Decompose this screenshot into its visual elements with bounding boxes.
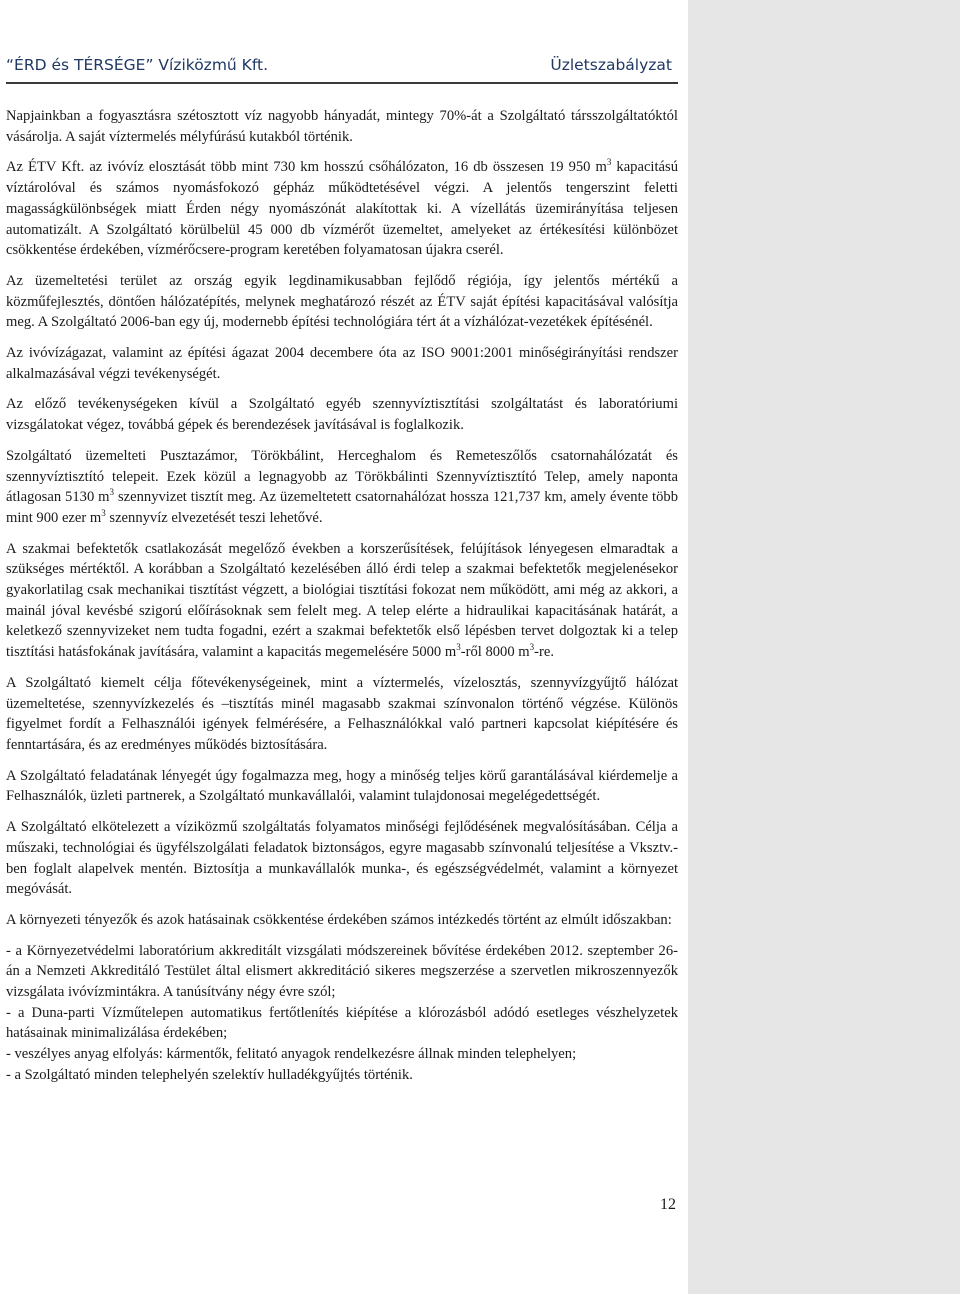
paragraph-operating-area: Az üzemeltetési terület az ország egyik legdinamikusabban fejlődő régiója, így jelentős mértékű a közműfejlesztés, döntően hálózatépítés, melynek meghatározó részét az ÉTV saját építési kapacitásával valósítja meg. A Szolgáltató 2006-ban egy új, modernebb építési technológiára tért át a vízhálózat-vezetékek építésénél.	[6, 272, 678, 331]
document-body	[6, 106, 678, 1086]
list-item: - a Duna-parti Vízműtelepen automatikus fertőtlenítés kiépítése a klórozásból adódó esetleges vészhelyzetek hatásainak minimalizálása érdekében;	[6, 1004, 678, 1042]
paragraph-text: szennyvizet tisztít meg. Az üzemeltetett csatornahálózat hossza 121,737 km, amely évente több mint 900 ezer m	[6, 489, 678, 526]
paragraph-text: Az ÉTV Kft. az ivóvíz elosztását több mint 730 km hosszú csőhálózaton, 16 db összesen 19 950 m	[6, 159, 607, 176]
paragraph-commitment: A Szolgáltató elkötelezett a víziközmű szolgáltatás folyamatos minőségi fejlődésének megvalósításában. Célja a műszaki, technológiai és ügyfélszolgálati feladatok biztonságos, egyre magasabb színvonalú teljesítése a Vksztv.-ben foglalt alapelvek mentén. Biztosítja a munkavállalók munka-, és egészségvédelmét, valamint a környezet megóvását.	[6, 819, 678, 898]
superscript: 3	[101, 508, 106, 519]
list-item: - a Környezetvédelmi laboratórium akkreditált vizsgálati módszereinek bővítése érdekében 2012. szeptember 26-án a Nemzeti Akkreditáló Testület által elismert akkreditáció sikeres megszerzése a szervetlen mikroszennyezők vizsgálata ivóvízmintákra. A tanúsítvány négy évre szól;	[6, 942, 678, 1001]
paragraph-mission: A Szolgáltató feladatának lényegét úgy fogalmazza meg, hogy a minőség teljes körű garantálásával kiérdemelje a Felhasználók, üzleti partnerek, a Szolgáltató munkavállalói, valamint tulajdonosai megelégedettségét.	[6, 767, 678, 805]
right-margin-panel	[688, 0, 960, 1294]
superscript: 3	[529, 642, 535, 653]
paragraph-water-network	[6, 157, 678, 261]
paragraph-text: A szakmai befektetők csatlakozását megelőző években a korszerűsítések, felújítások lényegesen elmaradtak a szükséges mértéktől. A korábban a Szolgáltató kezelésében álló érdi telep a szakmai befektetők megjelenésekor gyakorlatilag csak mechanikai tisztítást végzett, a biológiai tisztítási fokozat nem működött, ami még az akkori, a mainál jóval kevésbé szigorú előírásoknak sem felelt meg. A telep elérte a hidraulikai kapacitásának határát, a keletkező szennyvizeket nem tudta fogadni, ezért a szakmai befektetők első lépésben tervet dolgoztak ki a telep tisztítási hatásfokának javítására, valamint a kapacitás megemelésére 5000 m	[6, 540, 678, 661]
paragraph-intro: Napjainkban a fogyasztásra szétosztott víz nagyobb hányadát, mintegy 70%-át a Szolgáltató társszolgáltatóktól vásárolja. A saját víztermelés mélyfúrású kutakból történik.	[6, 108, 678, 145]
page-header	[6, 56, 678, 84]
paragraph-text: -re.	[534, 644, 554, 661]
list-item: - a Szolgáltató minden telephelyén szelektív hulladékgyűjtés történik.	[6, 1066, 413, 1083]
paragraph-text: Szolgáltató üzemelteti Pusztazámor, Törökbálint, Herceghalom és Remeteszőlős csatornahálózatát és szennyvíztisztító telepeit. Ezek közül a legnagyobb az Törökbálinti Szennyvíztisztító Telep, amely naponta átlagosan 5130 m	[6, 447, 678, 506]
paragraph-iso: Az ivóvízágazat, valamint az építési ágazat 2004 decembere óta az ISO 9001:2001 minőségirányítási rendszer alkalmazásával végzi tevékenységét.	[6, 345, 678, 382]
superscript: 3	[456, 642, 461, 653]
header-document-title: Üzletszabályzat	[550, 56, 672, 74]
header-company-name: “ÉRD és TÉRSÉGE” Víziközmű Kft.	[6, 56, 269, 74]
paragraph-environment: A környezeti tényezők és azok hatásainak csökkentése érdekében számos intézkedés történt az elmúlt időszakban:	[6, 911, 672, 928]
paragraph-main-goal: A Szolgáltató kiemelt célja főtevékenységeinek, mint a víztermelés, vízelosztás, szennyvízgyűjtő hálózat üzemeltetése, szennyvízkezelés és –tisztítás minél magasabb szakmai színvonalon történő végzése. Különös figyelmet fordít a Felhasználói igények felmérésére, a Felhasználókkal való partneri kapcsolat kiépítésére és fenntartására, és az eredményes működés biztosítására.	[6, 674, 678, 753]
paragraph-text: szennyvíz elvezetését teszi lehetővé.	[105, 509, 323, 526]
paragraph-sewage-network	[6, 446, 678, 529]
paragraph-modernization	[6, 539, 678, 663]
paragraph-text: -ről 8000 m	[460, 644, 530, 661]
paragraph-text: kapacitású víztárolóval és számos nyomásfokozó gépház működtetésével végzi. A jelentős tengerszint feletti magasságkülönbségek miatt Érden négy nyomászónát alakítottak ki. A vízellátás üzemirányítása teljesen automatizált. A Szolgáltató körülbelül 45 000 db vízmérőt üzemeltet, amelyeket az értékesítési különbözet csökkentése érdekében, vízmérőcsere-program keretében folyamatosan újakra cserél.	[6, 159, 678, 259]
superscript: 3	[109, 487, 115, 498]
page-number: 12	[660, 1196, 676, 1213]
paragraph-other-activities: Az előző tevékenységeken kívül a Szolgáltató egyéb szennyvíztisztítási szolgáltatást és laboratóriumi vizsgálatokat végez, továbbá gépek és berendezések javításával is foglalkozik.	[6, 396, 678, 434]
superscript: 3	[606, 157, 612, 168]
list-item: - veszélyes anyag elfolyás: kármentők, felitató anyagok rendelkezésre állnak minden telephelyen;	[6, 1046, 577, 1063]
